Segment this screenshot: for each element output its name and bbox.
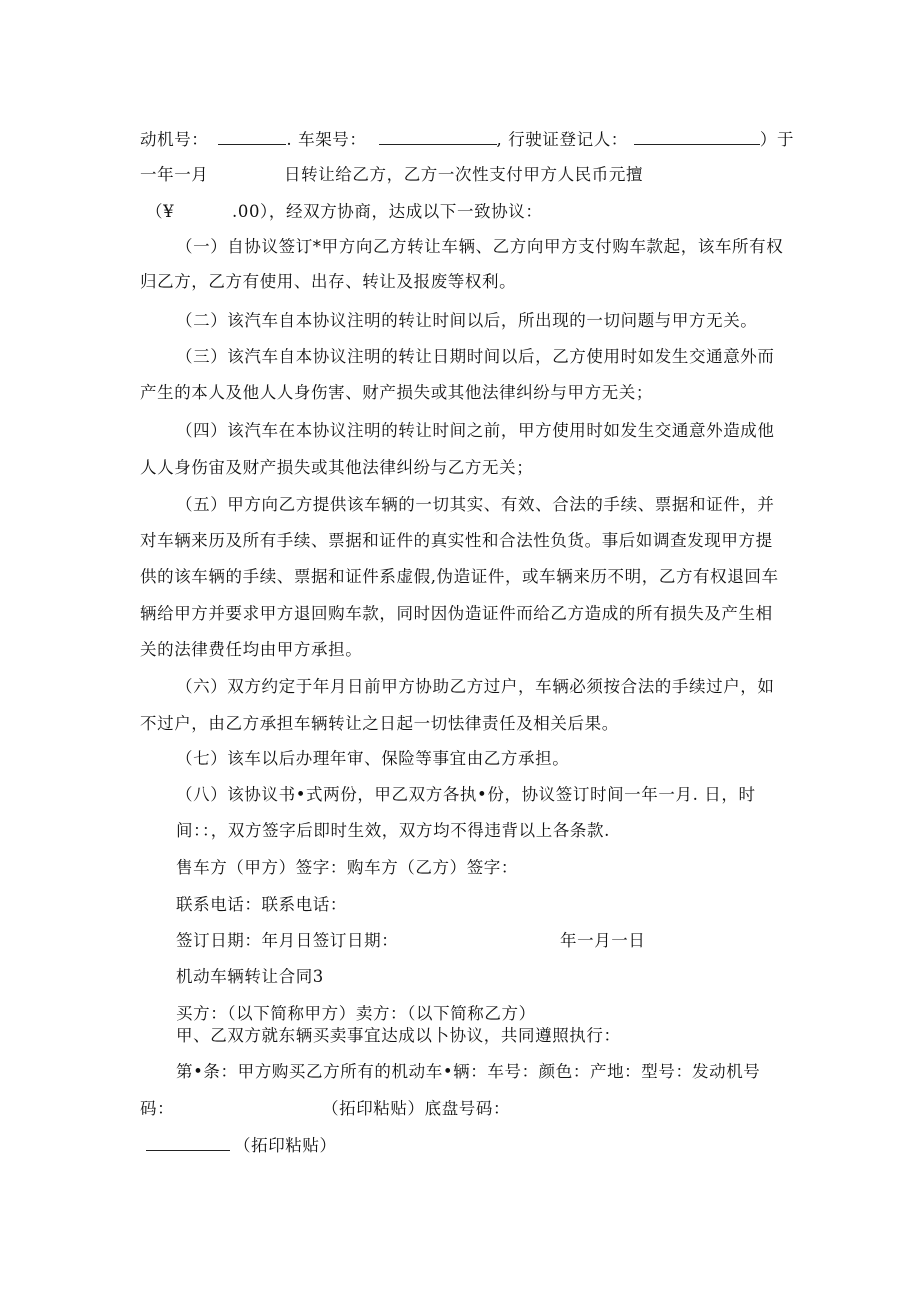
last-line: [146, 1134, 337, 1157]
transfer-on-label: ）于: [759, 130, 795, 149]
payment-text-content: 日转让给乙方，乙方一次性支付甲方人民币元擅: [284, 165, 644, 184]
transfer-date-prefix: 一年一月: [140, 165, 209, 184]
clause-7: （七）该车以后办理年审、保险等事宜由乙方承担。: [176, 749, 570, 768]
phone-line: 联系电话：联系电话：: [176, 895, 347, 914]
clause-4-line-2: 人人身伤宙及财产损失或其他法律纠纷与乙方无关；: [140, 458, 534, 477]
code-label: 码：: [140, 1099, 175, 1118]
clause-5-line-1: （五）甲方向乙方提供该车辆的一切其实、有效、合法的手续、票据和证件，并: [176, 495, 775, 514]
clause-5-line-5: 关的法律费任均由甲方承担。: [140, 640, 363, 659]
article-1-line: [176, 1061, 693, 1083]
clause-1-line-1: （一）自协议签订*甲方向乙方转让车辆、乙方向甲方支付购车款起，该车所有权: [176, 237, 784, 256]
engine-number-text: 发动机号: [692, 1062, 761, 1081]
chassis-number-text: （拓印粘贴）底盘号码：: [322, 1099, 511, 1118]
contract-title: 机动车辆转让合同3: [176, 967, 324, 986]
parties-line: 买方：（以下简称甲方）卖方：（以下简称乙方）: [176, 1004, 536, 1023]
sign-date-line: 签订日期：年月日签订日期：: [176, 931, 399, 950]
clause-5-line-2: 对车辆来历及所有手续、票据和证件的真实性和合法性负货。事后如调查发现甲方提: [140, 531, 773, 550]
amount-line: [146, 201, 174, 223]
engine-frame-line: [140, 128, 794, 151]
clause-3-line-2: 产生的本人及他人人身伤害、财产损失或其他法律纠纷与甲方无关；: [140, 383, 653, 402]
rubbing-label: （拓印粘贴）: [234, 1136, 337, 1155]
clause-6-line-2: 不过户，由乙方承担车辆转让之日起一切怯律责任及相关后果。: [140, 714, 619, 733]
engine-number-blank: [218, 128, 286, 145]
clause-5-line-4: 辆给甲方并要求甲方退回购车款，同时因伪造证件而给乙方造成的所有损失及产生相: [140, 604, 773, 623]
intro-line: 甲、乙双方就东辆买卖事宜达成以卜协议，共同遵照执行：: [176, 1026, 621, 1045]
article-1-text: 第•条：甲方购买乙方所有的机动车•辆：车号：颜色：产地：型号：: [176, 1062, 693, 1081]
transfer-date-line: [140, 164, 208, 186]
clause-8-line-1: （八）该协议书•式两份，甲乙双方各执•份，协议签订时间一年一月. 日，时: [176, 785, 756, 804]
amount-rest-text: .00），经双方协商，达成以下一致协议：: [232, 202, 543, 221]
frame-number-blank: [379, 128, 497, 145]
clause-4-line-1: （四）该汽车在本协议注明的转让时间之前，甲方使用时如发生交通意外造成他: [176, 421, 775, 440]
registrant-blank: [634, 128, 760, 145]
amount-symbol: （¥: [146, 202, 175, 221]
clause-3-line-1: （三）该汽车自本协议注明的转让日期时间以后，乙方使用时如发生交通意外而: [176, 347, 775, 366]
sign-date-right: 年一月一日: [560, 931, 646, 950]
clause-6-line-1: （六）双方约定于年月日前甲方协助乙方过户，车辆必须按合法的手续过户，如: [176, 677, 775, 696]
frame-number-label: . 车架号：: [286, 130, 367, 149]
clause-8-line-2: 间：：，双方签字后即时生效，双方均不得违背以上各条款.: [176, 821, 610, 840]
engine-number-label: 动机号：: [140, 130, 209, 149]
clause-2: （二）该汽车自本协议注明的转让时间以后，所出现的一切问题与甲方无关。: [176, 311, 758, 330]
chassis-blank: [146, 1134, 230, 1151]
clause-1-line-2: 归乙方，乙方有使用、出存、转让及报废等权利。: [140, 272, 517, 291]
payment-text: [284, 164, 643, 186]
amount-rest: [232, 201, 543, 223]
clause-5-line-3: 供的该车辆的手续、票据和证件系虚假,伪造证件，或车辆来历不明，乙方有权退回车: [140, 567, 779, 586]
signature-line: 售车方（甲方）签字：购车方（乙方）签字：: [176, 858, 518, 877]
registrant-label: , 行驶证登记人：: [496, 130, 628, 149]
